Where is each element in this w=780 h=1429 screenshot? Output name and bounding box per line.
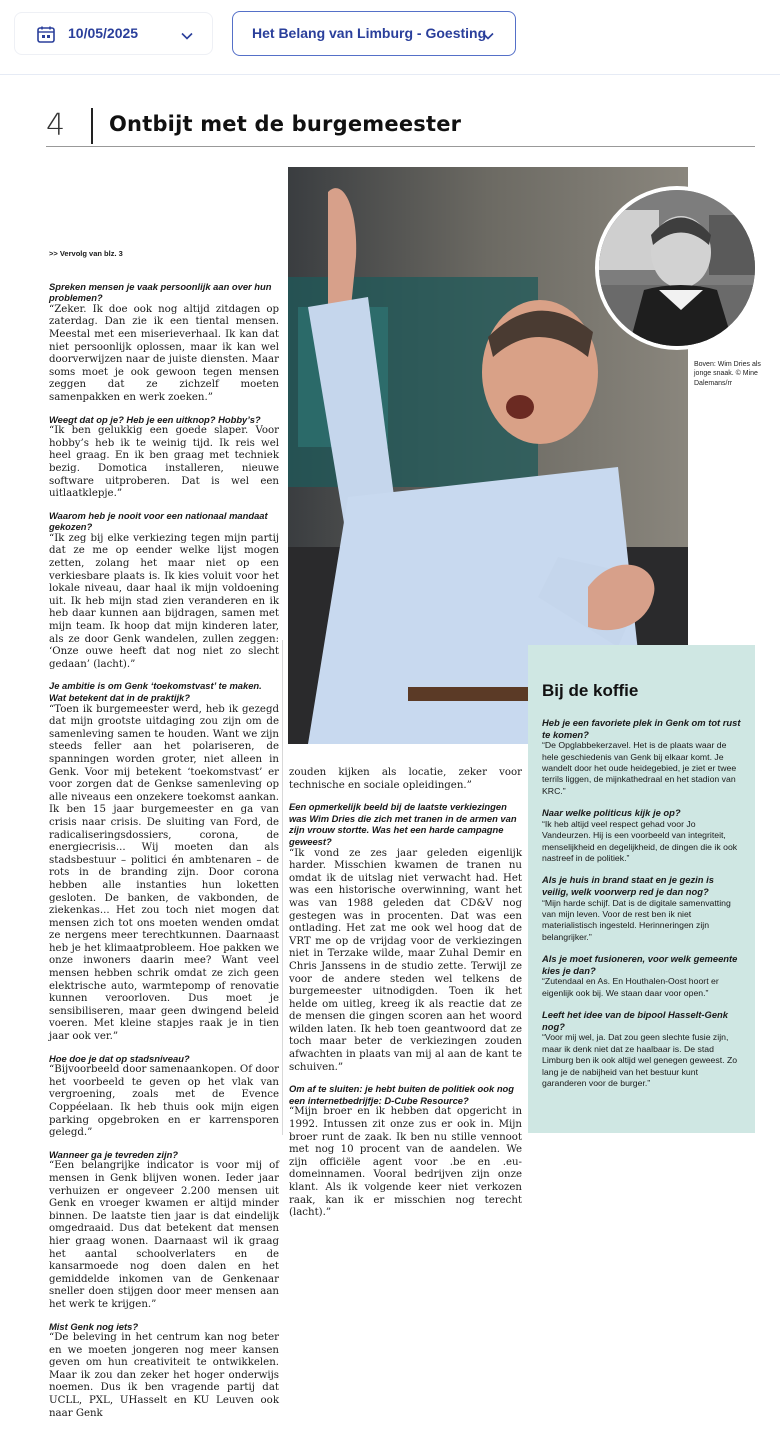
chevron-down-icon [482, 28, 494, 44]
continued-from: >> Vervolg van blz. 3 [49, 249, 123, 258]
box-answer: “Ik heb altijd veel respect gehad voor Jo Vandeurzen. Hij is een voorbeeld van integriteit, menselijkheid en degelijkheid, de dingen die ik ook nastreef in de politiek.” [542, 818, 738, 864]
question: Hoe doe je dat op stadsniveau? [49, 1052, 190, 1064]
date-value: 10/05/2025 [68, 25, 139, 41]
question: Mist Genk nog iets? [49, 1320, 139, 1332]
header-divider [91, 108, 93, 144]
sidebar-box [528, 645, 755, 1133]
page-number: 4 [46, 108, 66, 143]
question: Je ambitie is om Genk ‘toekomstvast’ te maken. Wat betekent dat in de praktijk? [49, 680, 262, 703]
question: Waarom heb je nooit voor een nationaal mandaat gekozen? [49, 509, 268, 533]
answer: “De beleving in het centrum kan nog beter en we moeten jongeren nog meer kansen geven om hun creativiteit te ontwikkelen. Maar ik zou dan zeker het hoger onderwijs noemen. Dus ik ben vragende partij dat UCLL, PXL, UHasselt en KU Leuven ook naar Genk [49, 1332, 279, 1419]
source-selector[interactable] [232, 11, 516, 56]
answer: “Ik zeg bij elke verkiezing tegen mijn partij dat ze me op eender welke lijst mogen zetten, zolang het maar niet op een verkiesbare plaats is. Ik kies voluit voor het lokale niveau, daar haal ik mijn voldoening uit. Ik heb mijn stad zien veranderen en ik heb daar kunnen aan bijdragen, samen met mijn team. Ik hoop dat mijn kinderen later, als ze door Genk wandelen, zullen zeggen: ‘Onze ouwe heeft dat nog niet zo slecht gedaan’ (lacht).” [49, 532, 279, 670]
question: Een opmerkelijk beeld bij de laatste verkiezingen was Wim Dries die zich met tranen in de armen van zijn vrouw stortte. Was het een harde campagne geweest? [289, 801, 517, 847]
box-answer: “Zutendaal en As. En Houthalen-Oost hoort er eigenlijk ook bij. We staan daar voor open.” [542, 976, 719, 998]
box-answer: “De Opglabbekerzavel. Het is de plaats waar de hele geschiedenis van Genk bij elkaar komt. Je wandelt door het oude heidegebied, je ziet er twee terrils liggen, de mijnkathedraal en het stadion van KRC.” [542, 740, 737, 796]
answer: “Een belangrijke indicator is voor mij of mensen in Genk blijven wonen. Ieder jaar verhuizen er ongeveer 2.200 mensen uit Genk en vroeger kwamen er altijd minder binnen. De laatste tien jaar is dat eindelijk omgedraaid. Dus dat betekent dat mensen hier graag wonen. Daarnaast wil ik graag het aantal schoolverlaters en de kansarmoede nog doen dalen en het gemiddelde inkomen van de Genkenaar sneller doen stijgen door meer mensen aan het werk te krijgen.” [49, 1160, 279, 1310]
column-divider [282, 640, 283, 1135]
box-answer: “Mijn harde schijf. Dat is de digitale samenvatting van mijn leven. Voor de rest ben ik niet materialistisch ingesteld. Herinneringen zijn belangrijker.” [542, 897, 731, 942]
box-question: Naar welke politicus kijk je op? [542, 807, 681, 819]
question: Weegt dat op je? Heb je een uitknop? Hobby’s? [49, 413, 261, 425]
answer-continued: zouden kijken als locatie, zeker voor technische en sociale opleidingen.” [289, 767, 522, 791]
question: Spreken mensen je vaak persoonlijk aan over hun problemen? [49, 280, 272, 304]
chevron-down-icon [181, 28, 193, 44]
box-question: Leeft het idee van de bipool Hasselt-Genk nog? [542, 1009, 728, 1032]
article-column-2 [289, 767, 522, 1229]
question: Om af te sluiten: je hebt buiten de politiek ook nog een internetbedrijfje: D-Cube Resource? [289, 1083, 515, 1106]
source-value: Het Belang van Limburg - Goesting [252, 25, 487, 41]
header-rule [46, 146, 755, 147]
page-title: Ontbijt met de burgemeester [109, 112, 462, 136]
top-toolbar [0, 0, 780, 75]
calendar-icon [37, 26, 55, 46]
date-picker[interactable] [14, 12, 213, 55]
box-body [542, 717, 742, 1099]
answer: “Bijvoorbeeld door samenaankopen. Of door het voorbeeld te geven op het vlak van vergroening, zoals met de Evence Coppéelaan. Ik heb thuis ook mijn eigen parking opgebroken en er karrensporen gelegd.” [49, 1064, 279, 1139]
answer: “Mijn broer en ik hebben dat opgericht in 1992. Intussen zit onze zus er ook in. Mijn broer runt de zaak. Ik ben nu stille vennoot met nog 10 procent van de aandelen. We zijn officiële agent voor .be en .eu-domeinnamen. Vooral bedrijven zijn onze klant. Als ik volgende keer niet verkozen raak, kan ik er misschien nog terecht (lacht).” [289, 1106, 522, 1219]
box-title: Bij de koffie [542, 681, 639, 700]
answer: “Ik vond ze zes jaar geleden eigenlijk harder. Misschien kwamen de tranen nu omdat ik de uitslag niet verwacht had. Het was een historische overwinning, want het was van 1988 geleden dat CD&V nog gestegen was in procenten. Dat was een ontlading. Het zat me ook wel hoog dat de VRT me op de vrijdag voor de verkiezingen niet in Terzake wilde, maar Zuhal Demir en Chris Janssens in de studio zette. Terwijl ze voor de andere steden wel telkens de burgemeester uitnodigden. Toen ik het helde om uitleg, kreeg ik als reactie dat ze de mensen die gingen scoren aan het woord wilden laten. Ik heb toen geantwoord dat ze toch maar beter de verkiezingen zouden afwachten in plaats van mij al aan de kant te schuiven.” [289, 847, 522, 1073]
box-answer: “Voor mij wel, ja. Dat zou geen slechte fusie zijn, maar ik denk niet dat ze haalbaar is. De stad Limburg ben ik ook altijd wel genegen geweest. Zo lang je de nabijheid van het bestuur kunt garanderen voor de burger.” [542, 1032, 738, 1089]
photo-caption: Boven: Wim Dries als jonge snaak. © Mine Dalemans/rr [694, 361, 761, 387]
answer: “Zeker. Ik doe ook nog altijd zitdagen op zaterdag. Dan zie ik een tiental mensen. Meestal met een miserieverhaal. Ik kan dat niet persoonlijk oplossen, maar ik kan wel doorverwijzen naar de juiste diensten. Maar soms moet je ook gewoon tegen mensen zeggen dat ze zichzelf moeten samenpakken en werk zoeken.” [49, 303, 279, 403]
article-column-1 [49, 248, 279, 1429]
box-question: Als je huis in brand staat en je gezin is veilig, welk voorwerp red je dan nog? [542, 874, 714, 898]
box-question: Als je moet fusioneren, voor welk gemeente kies je dan? [542, 953, 738, 976]
question: Wanneer ga je tevreden zijn? [49, 1148, 179, 1160]
answer: “Ik ben gelukkig een goede slaper. Voor hobby’s heb ik te weinig tijd. Ik reis wel heel graag. En ik ben graag met techniek bezig. Domotica installeren, nieuwe software uitproberen. Dat is wel een uitlaatklepje.” [49, 425, 279, 500]
answer: “Toen ik burgemeester werd, heb ik gezegd dat mijn grootste uitdaging zou zijn om de samenleving samen te houden. Want we zijn steeds feller aan het polariseren, de spanningen worden groter, niet alleen in Genk. Voor mij betekent ‘toekomstvast’ er voor zorgen dat de Genkse samenleving op alle niveaus een onzekere toekomst aankan. Ik ben 15 jaar burgemeester en ga van crisis naar crisis. De sluiting van Ford, de radicaliseringsdossiers, corona, de energiecrisis... Wij moeten dan als stadsbestuur – politici én ambtenaren – de rots in de branding zijn. Door corona hebben alle instanties hun loketten gesloten. De banken, de vakbonden, de ziekenkas... Het zou toch niet mogen dat mensen zich tot ons moeten wenden omdat ze nergens meer terechtkunnen. Daarnaast heb je het klimaatprobleem. Hoe pakken we onze inwoners daarin mee? Want veel mensen hebben schrik omdat ze zich geen elektrische auto, warmtepomp of renovatie kunnen veroorloven. Dus moet je sensibiliseren, maar geen dwingend beleid voeren. Met kleine stapjes raak je in tien jaar ook ver.” [49, 703, 279, 1043]
childhood-photo [595, 186, 759, 350]
box-question: Heb je een favoriete plek in Genk om tot rust te komen? [542, 717, 741, 740]
